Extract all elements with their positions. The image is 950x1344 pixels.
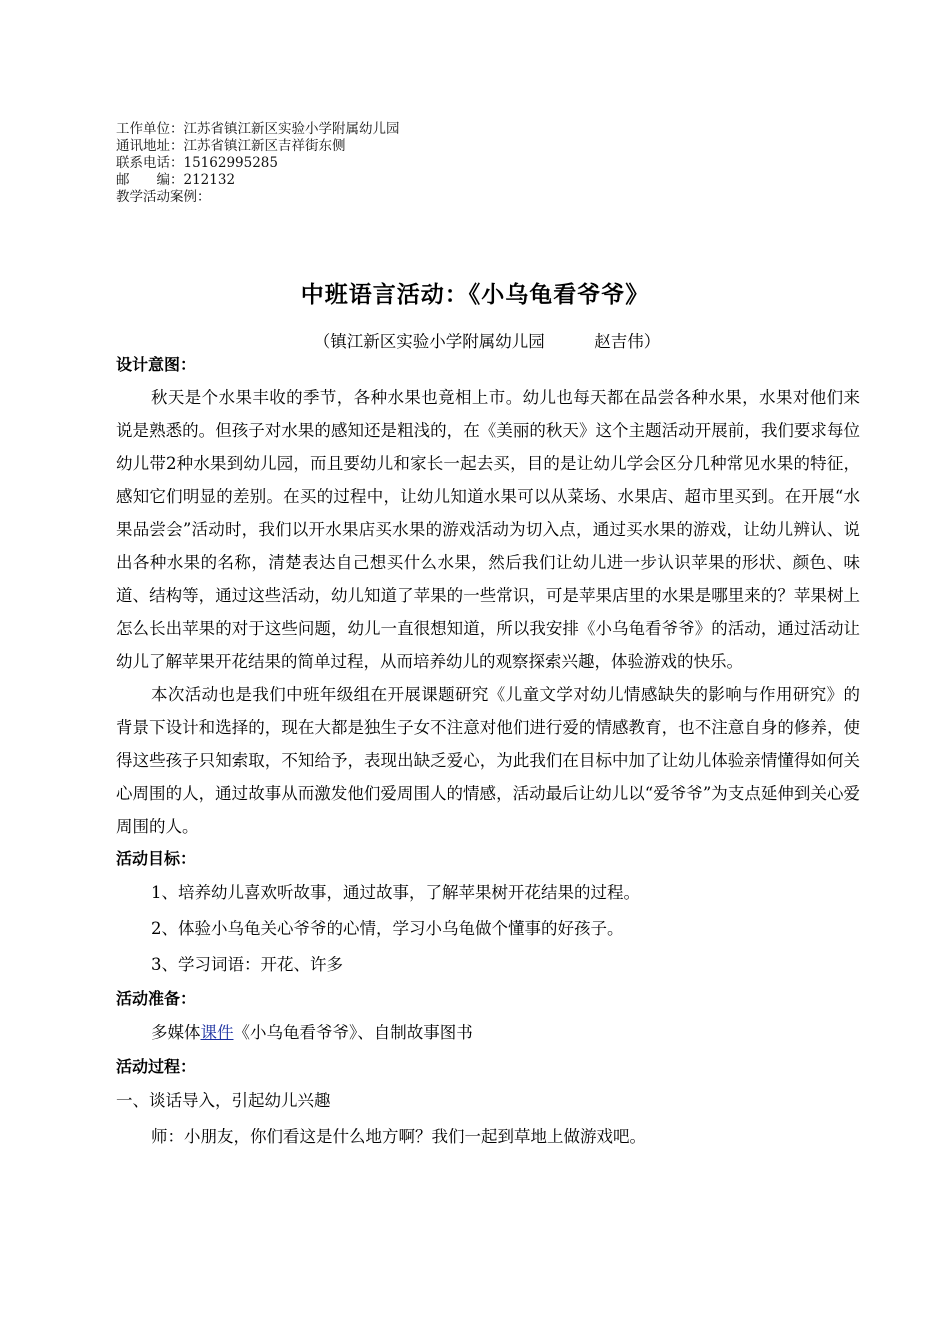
design-intent-paragraph-1: 秋天是个水果丰收的季节，各种水果也竟相上市。幼儿也每天都在品尝各种水果，水果对他们来说是熟悉的。但孩子对水果的感知还是粗浅的，在《美丽的秋天》这个主题活动开展前，我们要求每位幼儿带2种水果到幼儿园，而且要幼儿和家长一起去买，目的是让幼儿学会区分几种常见水果的特征，感知它们明显的差别。在买的过程中，让幼儿知道水果可以从菜场、水果店、超市里买到。在开展“水果品尝会”活动时，我们以开水果店买水果的游戏活动为切入点，通过买水果的游戏，让幼儿辨认、说出各种水果的名称，清楚表达自己想买什么水果，然后我们让幼儿进一步认识苹果的形状、颜色、味道、结构等，通过这些活动，幼儿知道了苹果的一些常识，可是苹果店里的水果是哪里来的？苹果树上怎么长出苹果的对于这些问题，幼儿一直很想知道，所以我安排《小乌龟看爷爷》的活动，通过活动让幼儿了解苹果开花结果的简单过程，从而培养幼儿的观察探索兴趣，体验游戏的快乐。: [116, 388, 860, 671]
preparation-heading: 活动准备：: [116, 989, 197, 1008]
document-title: 中班语言活动：《小乌龟看爷爷》: [300, 282, 650, 308]
preparation-suffix: 《小乌龟看爷爷》、自制故事图书: [233, 1023, 473, 1042]
courseware-link[interactable]: 课件: [200, 1023, 234, 1042]
document-body: [116, 349, 860, 1155]
postcode-line: 邮 编：212132: [116, 172, 236, 188]
design-intent-paragraph-2: 本次活动也是我们中班年级组在开展课题研究《儿童文学对幼儿情感缺失的影响与作用研究》的背景下设计和选择的，现在大都是独生子女不注意对他们进行爱的情感教育，也不注意自身的修养，使得这些孩子只知索取，不知给予，表现出缺乏爱心，为此我们在目标中加了让幼儿体验亲情懂得如何关心周围的人，通过故事从而激发他们爱周围人的情感，活动最后让幼儿以“爱爷爷”为支点延伸到关心爱周围的人。: [116, 685, 860, 836]
goals-heading: 活动目标：: [116, 849, 197, 868]
author-byline: （镇江新区实验小学附属幼儿园 赵吉伟）: [313, 332, 661, 351]
preparation-prefix: 多媒体: [151, 1023, 201, 1042]
preparation-line: [116, 1015, 860, 1051]
goal-item-1: 1、培养幼儿喜欢听故事，通过故事，了解苹果树开花结果的过程。: [151, 883, 640, 902]
address-line: 通讯地址：江苏省镇江新区吉祥街东侧: [116, 138, 346, 154]
goal-item-3: 3、学习词语：开花、许多: [151, 955, 343, 974]
header-info: [116, 121, 400, 206]
process-dialogue-1: 师：小朋友，你们看这是什么地方啊？我们一起到草地上做游戏吧。: [151, 1127, 646, 1146]
design-intent-heading: 设计意图：: [116, 355, 197, 374]
process-step-1: 一、谈话导入，引起幼儿兴趣: [116, 1091, 331, 1110]
case-label-line: 教学活动案例：: [116, 189, 211, 205]
work-unit-line: 工作单位：江苏省镇江新区实验小学附属幼儿园: [116, 121, 400, 137]
phone-line: 联系电话：15162995285: [116, 155, 278, 171]
goal-item-2: 2、体验小乌龟关心爷爷的心情，学习小乌龟做个懂事的好孩子。: [151, 919, 624, 938]
process-heading: 活动过程：: [116, 1057, 197, 1076]
